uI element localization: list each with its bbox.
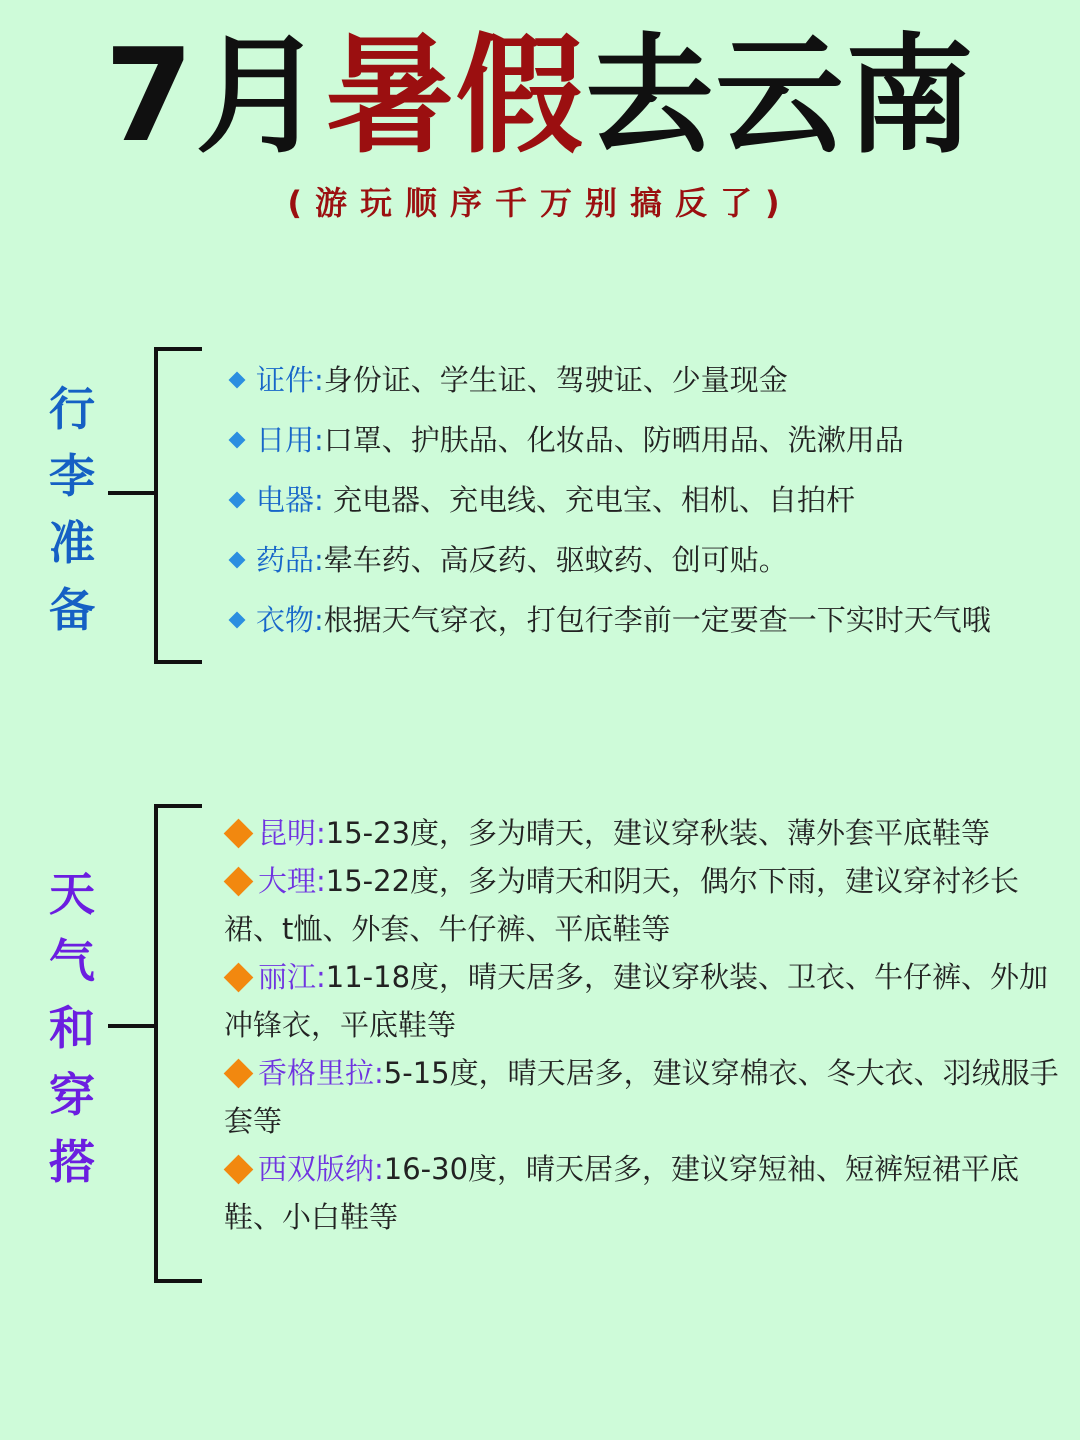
packing-item-text: 口罩、护肤品、化妆品、防晒用品、洗漱用品 xyxy=(323,423,904,457)
diamond-bullet-icon xyxy=(224,866,254,896)
weather-item-text: 15-22度，多为晴天和阴天，偶尔下雨，建议穿衬衫长裙、t恤、外套、牛仔裤、平底鞋等 xyxy=(224,864,1020,946)
diamond-bullet-icon xyxy=(224,1154,254,1184)
diamond-bullet-icon xyxy=(229,372,246,389)
packing-item-clothing xyxy=(224,592,1074,652)
diamond-bullet-icon xyxy=(229,432,246,449)
packing-item-electronics xyxy=(224,472,1074,532)
page-title xyxy=(0,22,1080,172)
weather-item-text: 15-23度，多为晴天，建议穿秋装、薄外套平底鞋等 xyxy=(325,816,991,850)
diamond-bullet-icon xyxy=(229,552,246,569)
packing-item-documents xyxy=(224,352,1074,412)
diamond-bullet-icon xyxy=(229,492,246,509)
diamond-bullet-icon xyxy=(224,818,254,848)
weather-bracket-stub xyxy=(108,1024,156,1028)
packing-list xyxy=(224,352,1074,652)
weather-item-text: 11-18度，晴天居多，建议穿秋装、卫衣、牛仔裤、外加冲锋衣，平底鞋等 xyxy=(224,960,1049,1042)
packing-item-text: 充电器、充电线、充电宝、相机、自拍杆 xyxy=(323,483,856,517)
weather-item-shangri-la xyxy=(224,1049,1059,1145)
weather-item-kunming xyxy=(224,809,1059,857)
packing-item-key: 衣物: xyxy=(256,603,324,637)
diamond-bullet-icon xyxy=(229,612,246,629)
weather-item-xishuangbanna xyxy=(224,1145,1059,1241)
diamond-bullet-icon xyxy=(224,1058,254,1088)
packing-item-daily xyxy=(224,412,1074,472)
weather-list xyxy=(224,809,1059,1241)
weather-section-label: 天 气 和 穿 搭 xyxy=(49,867,95,1189)
weather-item-city: 昆明: xyxy=(258,816,326,850)
weather-item-city: 西双版纳: xyxy=(258,1152,384,1186)
title-month: 7月 xyxy=(104,22,326,171)
packing-item-key: 电器: xyxy=(256,483,324,517)
packing-item-key: 药品: xyxy=(256,543,324,577)
packing-bracket-stub xyxy=(108,491,156,495)
packing-item-medicine xyxy=(224,532,1074,592)
diamond-bullet-icon xyxy=(224,962,254,992)
packing-item-text: 根据天气穿衣，打包行李前一定要查一下实时天气哦 xyxy=(323,603,991,637)
weather-bracket xyxy=(154,804,202,1283)
packing-section-label: 行 李 准 备 xyxy=(49,382,95,637)
weather-item-text: 5-15度，晴天居多，建议穿棉衣、冬大衣、羽绒服手套等 xyxy=(224,1056,1059,1138)
packing-bracket xyxy=(154,347,202,664)
weather-item-text: 16-30度，晴天居多，建议穿短袖、短裤短裙平底鞋、小白鞋等 xyxy=(224,1152,1020,1234)
weather-item-city: 丽江: xyxy=(258,960,326,994)
weather-item-lijiang xyxy=(224,953,1059,1049)
page-subtitle: (游玩顺序千万别搞反了) xyxy=(287,184,793,222)
packing-item-text: 晕车药、高反药、驱蚊药、创可贴。 xyxy=(323,543,788,577)
title-destination: 去云南 xyxy=(585,22,976,171)
weather-item-city: 大理: xyxy=(258,864,326,898)
title-highlight: 暑假 xyxy=(325,22,586,171)
packing-item-text: 身份证、学生证、驾驶证、少量现金 xyxy=(323,363,788,397)
weather-item-dali xyxy=(224,857,1059,953)
weather-item-city: 香格里拉: xyxy=(258,1056,384,1090)
packing-item-key: 证件: xyxy=(256,363,324,397)
packing-item-key: 日用: xyxy=(256,423,324,457)
